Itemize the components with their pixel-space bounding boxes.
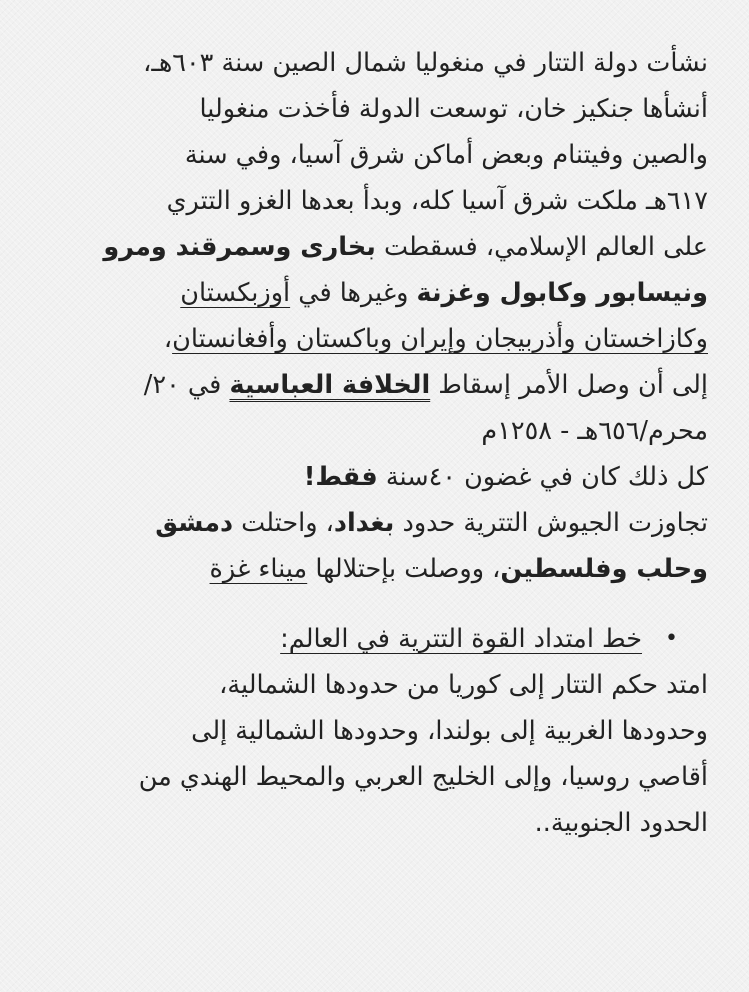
underlined-countries: وكازاخستان وأذربيجان وإيران وباكستان وأفغانستان [172,324,708,354]
text-span: نشأت دولة التتار في منغوليا شمال الصين سنة ٦٠٣هـ، [143,48,708,78]
text-line [44,224,708,270]
text-span: والصين وفيتنام وبعض أماكن شرق آسيا، وفي سنة [184,140,708,170]
bold-cities: ونيسابور وكابول وغزنة [416,278,708,308]
text-line [44,662,708,708]
text-span: وحدودها الغربية إلى بولندا، وحدودها الشمالية إلى [191,716,708,746]
text-span: ، واحتلت [233,508,334,538]
text-span: امتد حكم التتار إلى كوريا من حدودها الشمالية، [219,670,708,700]
text-line [44,270,708,316]
text-span: تجاوزت الجيوش التترية حدود [394,508,708,538]
section-heading: خط امتداد القوة التترية في العالم: [280,624,642,654]
spacer [44,592,708,616]
text-span: على العالم الإسلامي، فسقطت [375,232,708,262]
text-span: إلى أن وصل الأمر إسقاط [430,370,708,400]
underlined-place: ميناء غزة [209,554,308,584]
text-span: ٦١٧هـ ملكت شرق آسيا كله، وبدأ بعدها الغزو التتري [166,186,708,216]
text-line [44,500,708,546]
text-line [44,86,708,132]
bold-cities: وحلب وفلسطين [500,554,708,584]
text-line [44,132,708,178]
bold-emphasis: فقط! [303,462,378,492]
text-span: أنشأها جنكيز خان، توسعت الدولة فأخذت منغوليا [199,94,708,124]
bold-city: دمشق [155,508,234,538]
text-line [44,316,708,362]
text-line [44,754,708,800]
text-span: كل ذلك كان في غضون ٤٠سنة [377,462,708,492]
abbasid-caliphate-emphasis: الخلافة العباسية [229,370,431,400]
text-line [44,362,708,408]
text-line [44,546,708,592]
text-span: وغيرها في [290,278,417,308]
underlined-countries: أوزبكستان [180,278,291,308]
text-line [44,708,708,754]
bold-cities: بخارى وسمرقند ومرو [103,232,376,262]
text-span: الحدود الجنوبية.. [534,808,708,838]
bullet-icon: • [665,626,678,651]
text-line [44,408,708,454]
text-line [44,454,708,500]
text-span: في ٢٠/ [143,370,230,400]
document-body [44,40,708,846]
date-text: محرم/٦٥٦هـ - ١٢٥٨م [481,416,708,446]
text-line [44,40,708,86]
text-span: أقاصي روسيا، وإلى الخليج العربي والمحيط الهندي من [138,762,708,792]
text-span: ، [163,324,173,354]
text-span: ، ووصلت بإحتلالها [307,554,501,584]
text-line [44,800,708,846]
bullet-heading [44,616,708,662]
bold-city: بغداد [333,508,395,538]
text-line [44,178,708,224]
